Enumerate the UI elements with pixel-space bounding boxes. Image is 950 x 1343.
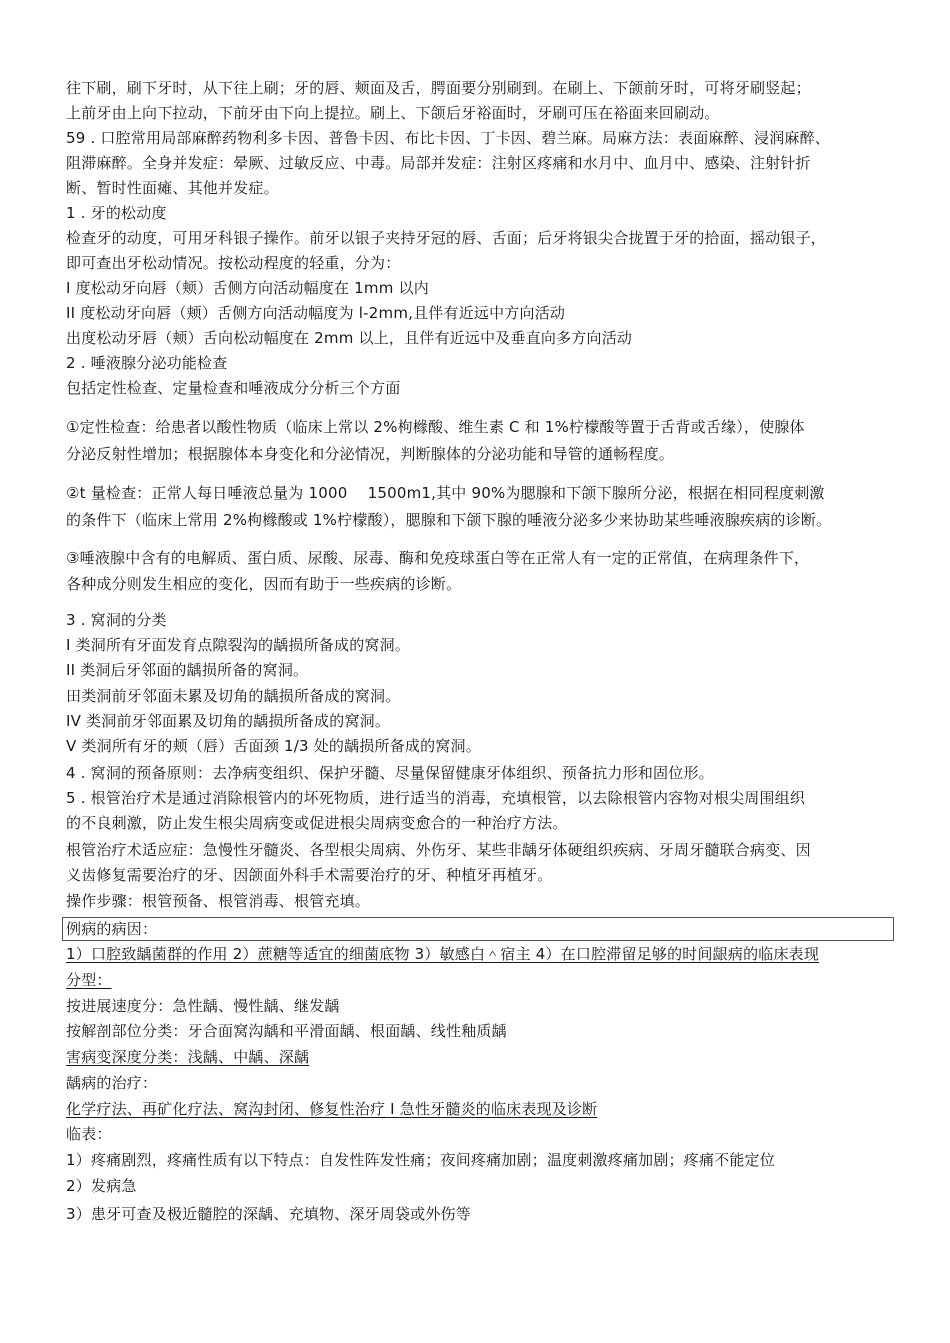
- text-line: 出度松动牙唇（颊）舌向松动幅度在 2mm 以上，且伴有近远中及垂直向多方向活动: [66, 329, 633, 347]
- text-line: 的不良刺激，防止发生根尖周病变或促进根尖周病变愈合的一种治疗方法。: [66, 814, 568, 832]
- text-line: 断、暂时性面瘫、其他并发症。: [66, 179, 279, 197]
- text-line: 分泌反射性增加；根据腺体本身变化和分泌情况，判断腺体的分泌功能和导管的通畅程度。: [66, 445, 675, 463]
- section-heading: 2 . 唾液腺分泌功能检查: [66, 354, 228, 372]
- text-line: 4 . 窝洞的预备原则：去净病变组织、保护牙髓、尽量保留健康牙体组织、预备抗力形和固位形。: [66, 764, 714, 782]
- text-line: 往下刷，刷下牙时，从下往上刷；牙的唇、颊面及舌，腭面要分别刷到。在刷上、下颌前牙时，可将牙刷竖起；: [66, 79, 811, 97]
- text-line: 1）口腔致龋菌群的作用 2）蔗糖等适宜的细菌底物 3）敏感白＾宿主 4）在口腔滞留足够的时间龈病的临床表现: [66, 945, 820, 963]
- text-line: I 度松动牙向唇（颊）舌侧方向活动幅度在 1mm 以内: [66, 279, 429, 297]
- text-line: II 类洞后牙邻面的龋损所备的窝洞。: [66, 661, 309, 679]
- text-line: II 度松动牙向唇（颊）舌侧方向活动幅度为 l-2mm,且伴有近远中方向活动: [66, 304, 566, 322]
- text-line: I 类洞所有牙面发育点隙裂沟的龋损所备成的窝洞。: [66, 636, 410, 654]
- text-line: 阻滞麻醉。全身并发症：晕厥、过敏反应、中毒。局部并发症：注射区疼痛和水月中、血月中、感染、注射针折: [66, 154, 811, 172]
- text-line: 田类洞前牙邻面未累及切角的龋损所备成的窝洞。: [66, 687, 401, 705]
- text-line: ②t 量检查：正常人每日唾液总量为 1000 1500m1,其中 90%为腮腺和下颌下腺所分泌，根据在相同程度刺激: [66, 484, 825, 502]
- text-line: 化学疗法、再矿化疗法、窝沟封闭、修复性治疗 I 急性牙髓炎的临床表现及诊断: [66, 1100, 598, 1118]
- text-line: 害病变深度分类：浅龋、中龋、深龋: [66, 1048, 310, 1066]
- text-line: 按进展速度分：急性龋、慢性龋、继发龋: [66, 997, 340, 1015]
- text-line: 上前牙由上向下拉动，下前牙由下向上提拉。刷上、下颌后牙裕面时，牙刷可压在裕面来回刷动。: [66, 104, 720, 122]
- text-line: 检查牙的动度，可用牙科银子操作。前牙以银子夹持牙冠的唇、舌面；后牙将银尖合拢置于牙的拾面，摇动银子，: [66, 229, 827, 247]
- text-line: 各种成分则发生相应的变化，因而有助于一些疾病的诊断。: [66, 575, 462, 593]
- section-heading: 3 . 窝洞的分类: [66, 611, 167, 629]
- text-line: 1）疼痛剧烈，疼痛性质有以下特点：自发性阵发性痛；夜间疼痛加剧；温度刺激疼痛加剧；疼痛不能定位: [66, 1151, 775, 1169]
- text-line: 2）发病急: [66, 1177, 137, 1195]
- text-line: ③唾液腺中含有的电解质、蛋白质、尿酸、尿毒、酶和免疫球蛋白等在正常人有一定的正常值，在病理条件下，: [66, 549, 810, 567]
- text-line: 操作步骤：根管预备、根管消毒、根管充填。: [66, 892, 371, 910]
- text-line: V 类洞所有牙的颊（唇）舌面颈 1/3 处的龋损所备成的窝洞。: [66, 737, 481, 755]
- boxed-heading: 例病的病因：: [66, 920, 158, 938]
- text-line: 5 . 根管治疗术是通过消除根管内的坏死物质，进行适当的消毒，充填根管，以去除根管内容物对根尖周围组织: [66, 789, 806, 807]
- text-line: 临表：: [66, 1125, 112, 1143]
- text-line: 龋病的治疗：: [66, 1074, 158, 1092]
- text-line: 包括定性检查、定量检查和唾液成分分析三个方面: [66, 379, 401, 397]
- text-line: 根管治疗术适应症：急慢性牙髓炎、各型根尖周病、外伤牙、某些非龋牙体硬组织疾病、牙周牙髓联合病变、因: [66, 841, 811, 859]
- text-line: 即可查出牙松动情况。按松动程度的轻重，分为：: [66, 254, 401, 272]
- text-line: IV 类洞前牙邻面累及切角的龋损所备成的窝洞。: [66, 712, 391, 730]
- text-line: 分型：: [66, 971, 112, 989]
- boxed-heading-frame: [62, 917, 894, 941]
- text-line: ①定性检查：给患者以酸性物质（临床上常以 2%枸橼酸、维生素 C 和 1%柠檬酸等置于舌背或舌缘），使腺体: [66, 418, 805, 436]
- section-heading: 1 . 牙的松动度: [66, 204, 167, 222]
- text-line: 义齿修复需要治疗的牙、因颌面外科手术需要治疗的牙、种植牙再植牙。: [66, 866, 553, 884]
- text-line: 59 . 口腔常用局部麻醉药物利多卡因、普鲁卡因、布比卡因、丁卡因、碧兰麻。局麻方法：表面麻醉、浸润麻醉、: [66, 129, 830, 147]
- text-line: 的条件下（临床上常用 2%枸橼酸或 1%柠檬酸），腮腺和下颌下腺的唾液分泌多少来协助某些唾液腺疾病的诊断。: [66, 511, 832, 529]
- text-line: 3）患牙可查及极近髓腔的深龋、充填物、深牙周袋或外伤等: [66, 1205, 471, 1223]
- text-line: 按解剖部位分类：牙合面窝沟龋和平滑面龋、根面龋、线性釉质龋: [66, 1022, 507, 1040]
